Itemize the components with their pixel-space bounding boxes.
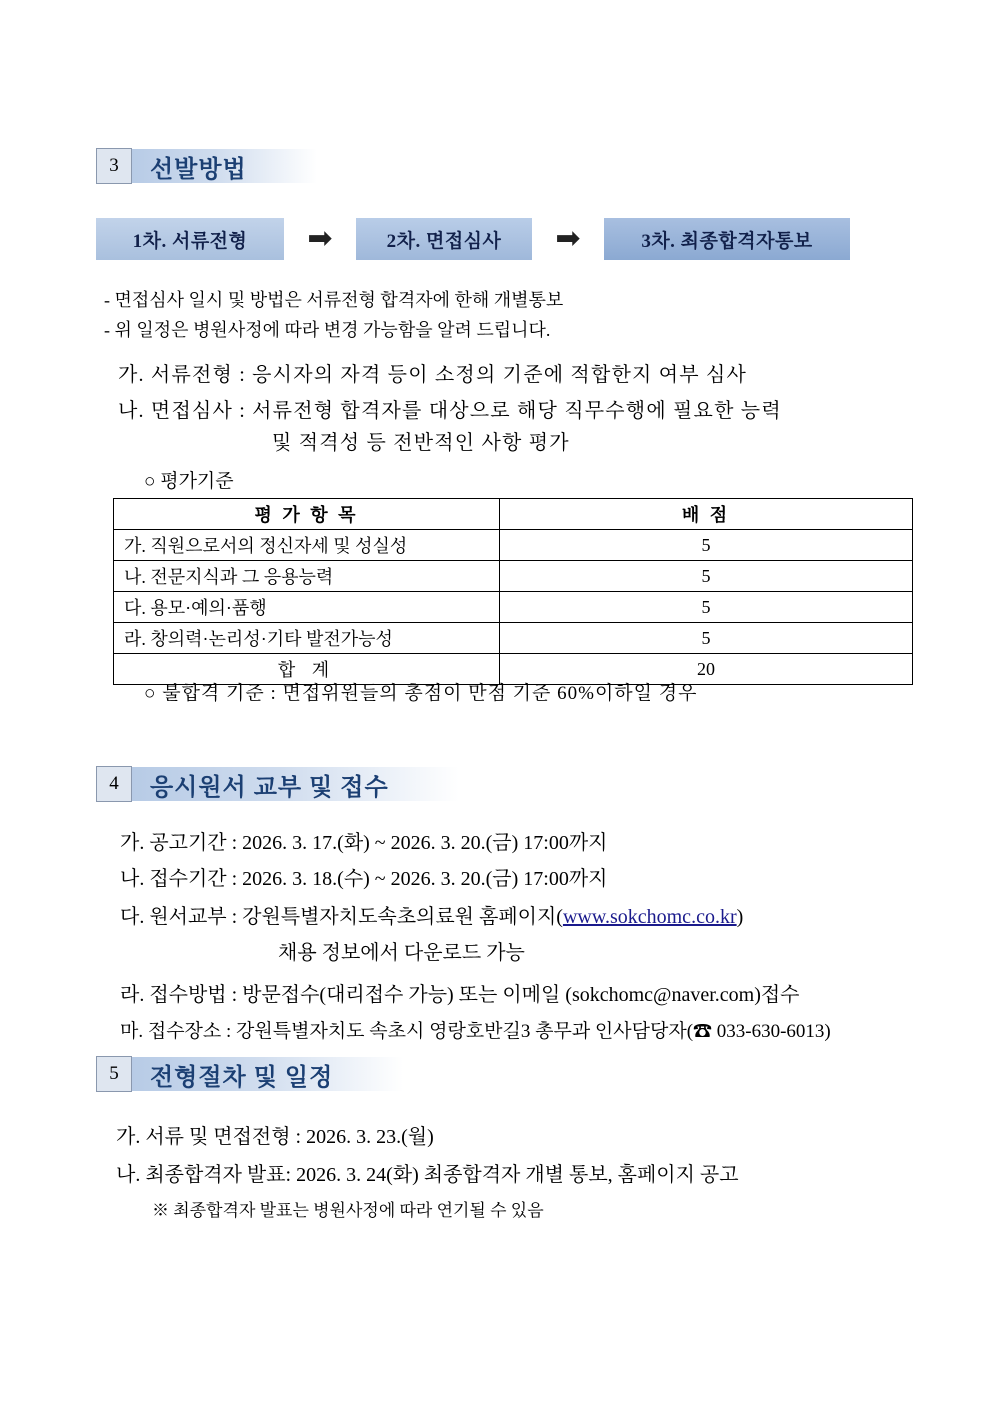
section-header-3	[96, 148, 317, 184]
table-row	[114, 623, 913, 654]
row-score: 5	[500, 561, 913, 592]
row-item: 라. 창의력·논리성·기타 발전가능성	[114, 623, 500, 654]
total-label: 합 계	[114, 654, 500, 685]
application-item-d	[120, 978, 800, 1007]
section-number-5: 5	[96, 1056, 132, 1092]
section-number-3: 3	[96, 148, 132, 184]
section-title-5: 전형절차 및 일정	[132, 1057, 403, 1091]
schedule-item-b: 나. 최종합격자 발표: 2026. 3. 24(화) 최종합격자 개별 통보, 홈페이지 공고	[116, 1164, 739, 1186]
flow-step-2: 2차. 면접심사	[356, 218, 532, 260]
selection-item-a: 가. 서류전형 : 응시자의 자격 등이 소정의 기준에 적합한지 여부 심사	[118, 364, 747, 386]
section-title-4: 응시원서 교부 및 접수	[132, 767, 459, 801]
selection-item-b-line2: 및 적격성 등 전반적인 사항 평가	[272, 432, 570, 454]
flow-arrow-2-icon: ➡	[555, 222, 581, 255]
section-header-5	[96, 1056, 403, 1092]
section-number-4: 4	[96, 766, 132, 802]
application-item-a: 가. 공고기간 : 2026. 3. 17.(화) ~ 2026. 3. 20.(금) 17:00까지	[120, 832, 608, 854]
fail-rule-line: ○ 불합격 기준 : 면접위원들의 총점이 만점 기준 60%이하일 경우	[144, 683, 698, 704]
application-d-prefix: 라. 접수방법 : 방문접수(대리접수 가능) 또는 이메일 (	[120, 984, 572, 1006]
evaluation-table	[113, 498, 913, 685]
flow-step-1: 1차. 서류전형	[96, 218, 284, 260]
total-score: 20	[500, 654, 913, 685]
row-score: 5	[500, 592, 913, 623]
row-score: 5	[500, 530, 913, 561]
application-item-c	[120, 900, 743, 929]
application-item-b: 나. 접수기간 : 2026. 3. 18.(수) ~ 2026. 3. 20.(금) 17:00까지	[120, 868, 608, 890]
criteria-label: ○ 평가기준	[144, 471, 234, 492]
selection-item-b-line1: 나. 면접심사 : 서류전형 합격자를 대상으로 해당 직무수행에 필요한 능력	[118, 400, 782, 422]
row-score: 5	[500, 623, 913, 654]
section-header-4	[96, 766, 459, 802]
table-row	[114, 561, 913, 592]
flow-arrow-1-icon: ➡	[307, 222, 333, 255]
application-c-line2: 채용 정보에서 다운로드 가능	[278, 942, 525, 964]
row-item: 나. 전문지식과 그 응용능력	[114, 561, 500, 592]
row-item: 가. 직원으로서의 정신자세 및 성실성	[114, 530, 500, 561]
table-row	[114, 592, 913, 623]
homepage-link[interactable]: www.sokchomc.co.kr	[562, 906, 737, 928]
table-row	[114, 530, 913, 561]
schedule-note: ※ 최종합격자 발표는 병원사정에 따라 연기될 수 있음	[152, 1201, 544, 1220]
row-item: 다. 용모·예의·품행	[114, 592, 500, 623]
schedule-item-a: 가. 서류 및 면접전형 : 2026. 3. 23.(월)	[116, 1126, 434, 1148]
table-header-row	[114, 499, 913, 530]
header-item: 평 가 항 목	[114, 499, 500, 530]
flow-step-3: 3차. 최종합격자통보	[604, 218, 850, 260]
section-title-3: 선발방법	[132, 149, 317, 183]
application-d-suffix: )접수	[754, 984, 800, 1006]
note-line-2: - 위 일정은 병원사정에 따라 변경 가능함을 알려 드립니다.	[104, 320, 551, 340]
header-score: 배 점	[500, 499, 913, 530]
application-email[interactable]: sokchomc@naver.com	[571, 984, 755, 1006]
application-item-e: 마. 접수장소 : 강원특별자치도 속초시 영랑호반길3 총무과 인사담당자(☎ 033-630-6013)	[120, 1021, 831, 1042]
selection-flow	[96, 218, 850, 260]
note-line-1: - 면접심사 일시 및 방법은 서류전형 합격자에 한해 개별통보	[104, 290, 564, 310]
application-c-suffix: )	[736, 906, 744, 928]
application-c-prefix: 다. 원서교부 : 강원특별자치도속초의료원 홈페이지(	[120, 906, 563, 928]
